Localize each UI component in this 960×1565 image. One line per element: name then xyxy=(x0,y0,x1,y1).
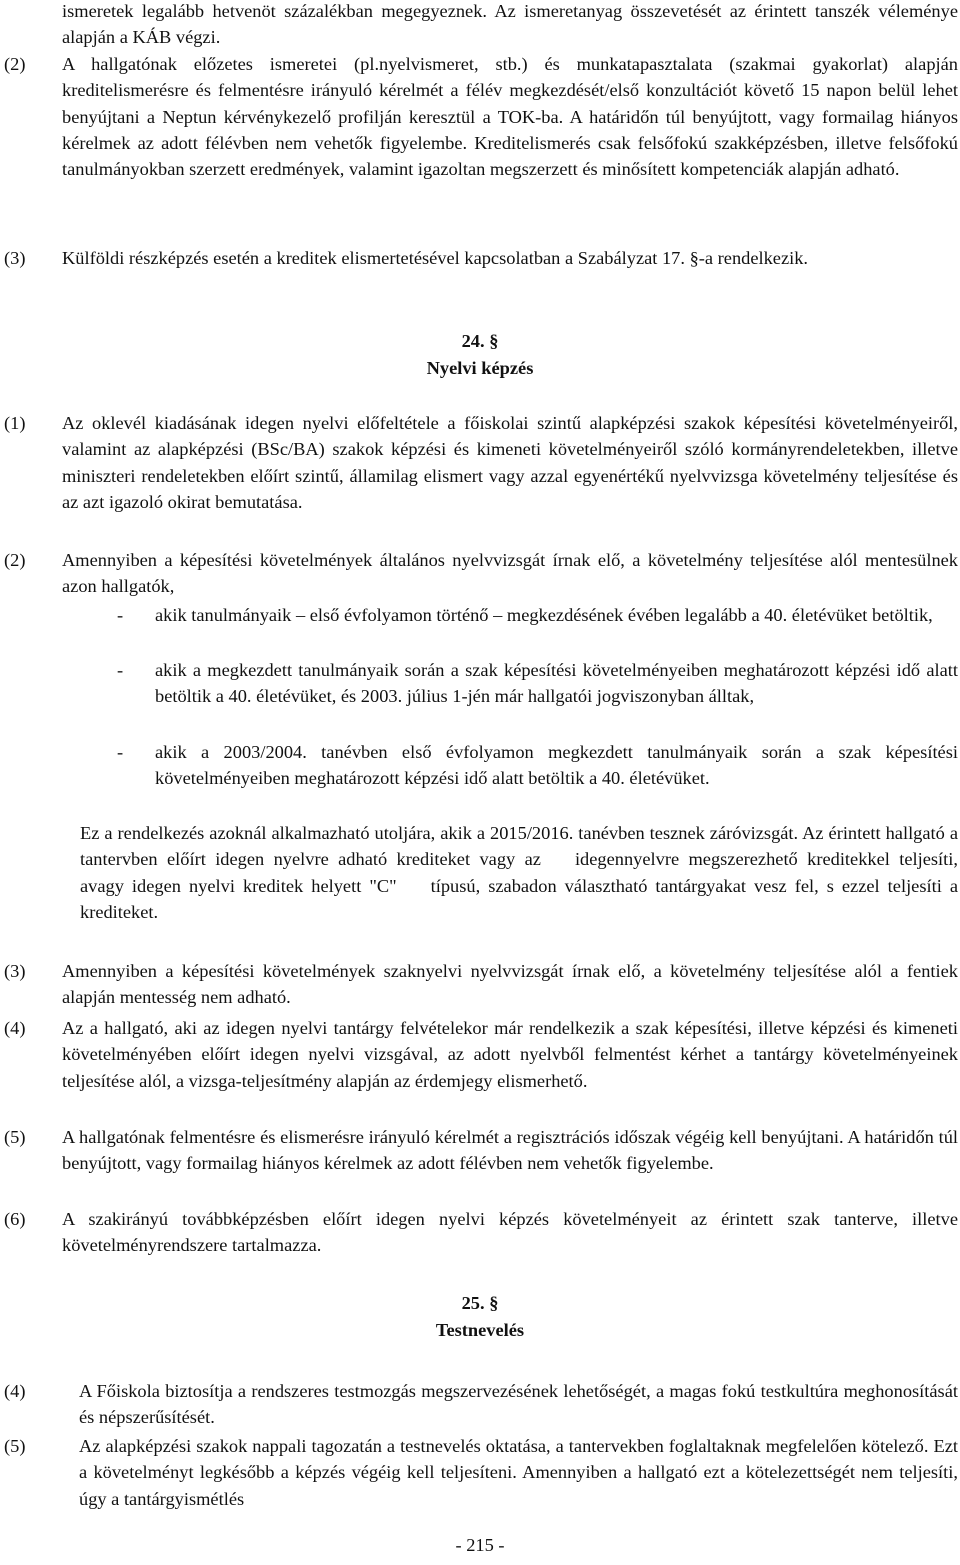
paragraph-number: (6) xyxy=(4,1209,26,1229)
paragraph-number: (3) xyxy=(4,248,26,268)
section-24-number: 24. § xyxy=(461,331,499,351)
paragraph-text: Az oklevél kiadásának idegen nyelvi előfeltétele a főiskolai szintű alapképzési szakok képesítési követelményeiről, valamint az alapképzési (BSc/BA) szakok képzési és kimeneti követelményeiről szóló kormányrendeletekben, illetve miniszteri rendeletekben előírt szintű, államilag elismert vagy azzal egyenértékű nyelvvizsga követelmény teljesítése és az azt igazoló okirat bemutatása. xyxy=(62,413,958,512)
paragraph-24-1 xyxy=(0,410,958,515)
dash-marker: - xyxy=(117,742,124,762)
dash-list-item xyxy=(0,602,958,628)
dash-marker: - xyxy=(117,660,124,680)
paragraph-text: Amennyiben a képesítési követelmények általános nyelvvizsgát írnak elő, a követelmény teljesítése alól mentesülnek azon hallgatók, xyxy=(62,550,958,597)
paragraph-3-foreign-study xyxy=(0,245,958,271)
note-part-3: típusú, szabadon választható tantárgyakat vesz fel, s ezzel teljesíti a krediteket. xyxy=(80,875,959,922)
paragraph-text: A hallgatónak előzetes ismeretei (pl.nyelvismeret, stb.) és munkatapasztalata (szakmai gyakorlat) alapján kreditelismerésre és felmentésre irányuló kérelmét a félév megkezdését/első konzultációt követő 15 napon belül lehet benyújtani a Neptun kérvénykezelő profilján keresztül a TOK-ba. A határidőn túl benyújtott, vagy formailag hiányos kérelmek az adott félévben nem vehetők figyelembe. Kreditelismerés csak felsőfokú szakképzésben, illetve felsőfokú tanulmányokban szerzett eredmények, valamint igazoltan megszerzett és minősített kompetenciák alapján adható. xyxy=(62,54,958,180)
paragraph-text: A Főiskola biztosítja a rendszeres testmozgás megszervezésének lehetőségét, a magas fokú testkultúra meghonosítását és népszerűsítését. xyxy=(79,1381,958,1428)
paragraph-24-6 xyxy=(0,1206,958,1259)
transitional-provision xyxy=(80,820,958,925)
paragraph-25-4 xyxy=(0,1378,958,1431)
paragraph-text: Amennyiben a képesítési követelmények szaknyelvi nyelvvizsgát írnak elő, a követelmény teljesítése alól a fentiek alapján mentesség nem adható. xyxy=(62,961,958,1008)
note-part-2: idegennyelvre megszerezhető kreditekkel teljesíti, avagy idegen nyelvi kreditek helyett "C" xyxy=(80,849,958,896)
paragraph-number: (1) xyxy=(4,413,26,433)
paragraph-text: Külföldi részképzés esetén a kreditek elismertetésével kapcsolatban a Szabályzat 17. §-a rendelkezik. xyxy=(62,248,809,268)
paragraph-number: (4) xyxy=(4,1381,26,1401)
dash-list-item xyxy=(0,739,958,792)
dash-list-item xyxy=(0,657,958,710)
section-25-title: Testnevelés xyxy=(435,1320,525,1340)
paragraph-24-2 xyxy=(0,547,958,600)
paragraph-number: (5) xyxy=(4,1127,26,1147)
section-24-title: Nyelvi képzés xyxy=(426,358,534,378)
paragraph-number: (2) xyxy=(4,550,26,570)
paragraph-text: Az alapképzési szakok nappali tagozatán a testnevelés oktatása, a tantervekben foglaltaknak megfelelően kötelező. Ezt a követelményt legkésőbb a képzés végéig kell teljesíteni. Amennyiben a hallgató ezt a kötelezettségét nem teljesíti, úgy a tantárgyismétlés xyxy=(79,1436,958,1509)
section-25-number: 25. § xyxy=(461,1293,499,1313)
paragraph-text: Az a hallgató, aki az idegen nyelvi tantárgy felvételekor már rendelkezik a szak képesítési, illetve képzési és kimeneti követelményében előírt idegen nyelvi vizsgával, az adott nyelvből felmentést kérhet a tantárgy követelményeinek teljesítése alól, a vizsga-teljesítmény alapján az érdemjegy elismerhető. xyxy=(62,1018,958,1091)
dash-item-text: akik a megkezdett tanulmányaik során a szak képesítési követelményeiben meghatározott képzési idő alatt betöltik a 40. életévüket, és 2003. július 1-jén már hallgatói jogviszonyban álltak, xyxy=(155,660,958,707)
paragraph-text: A szakirányú továbbképzésben előírt idegen nyelvi képzés követelményeit az érintett szak tanterve, illetve követelményrendszere tartalmazza. xyxy=(62,1209,958,1256)
paragraph-number: (5) xyxy=(4,1436,26,1456)
note-part-1: Ez a rendelkezés azoknál alkalmazható utoljára, akik a 2015/2016. tanévben tesznek záróvizsgát. Az érintett hallgató a tantervben előírt idegen nyelvre adható krediteket vagy az xyxy=(80,823,958,870)
paragraph-24-4 xyxy=(0,1015,958,1094)
paragraph-number: (2) xyxy=(4,54,26,74)
paragraph-number: (3) xyxy=(4,961,26,981)
paragraph-text: A hallgatónak felmentésre és elismerésre irányuló kérelmét a regisztrációs időszak végéig kell benyújtani. A határidőn túl benyújtott, vagy formailag hiányos kérelmek az adott félévben nem vehetők figyelembe. xyxy=(62,1127,958,1174)
dash-item-text: akik a 2003/2004. tanévben első évfolyamon megkezdett tanulmányaik során a szak képesítési követelményeiben meghatározott képzési idő alatt betöltik a 40. életévüket. xyxy=(155,742,958,789)
paragraph-2-prior-knowledge xyxy=(0,51,958,182)
paragraph-25-5 xyxy=(0,1433,958,1512)
paragraph-24-3 xyxy=(0,958,958,1011)
continuation-paragraph: ismeretek legalább hetvenöt százalékban megegyeznek. Az ismeretanyag összevetését az érintett tanszék véleménye alapján a KÁB végzi. xyxy=(62,1,958,48)
paragraph-24-5 xyxy=(0,1124,958,1177)
paragraph-number: (4) xyxy=(4,1018,26,1038)
dash-item-text: akik tanulmányaik – első évfolyamon történő – megkezdésének évében legalább a 40. életévüket betöltik, xyxy=(155,605,933,625)
page-number: - 215 - xyxy=(455,1535,505,1555)
dash-marker: - xyxy=(117,605,124,625)
